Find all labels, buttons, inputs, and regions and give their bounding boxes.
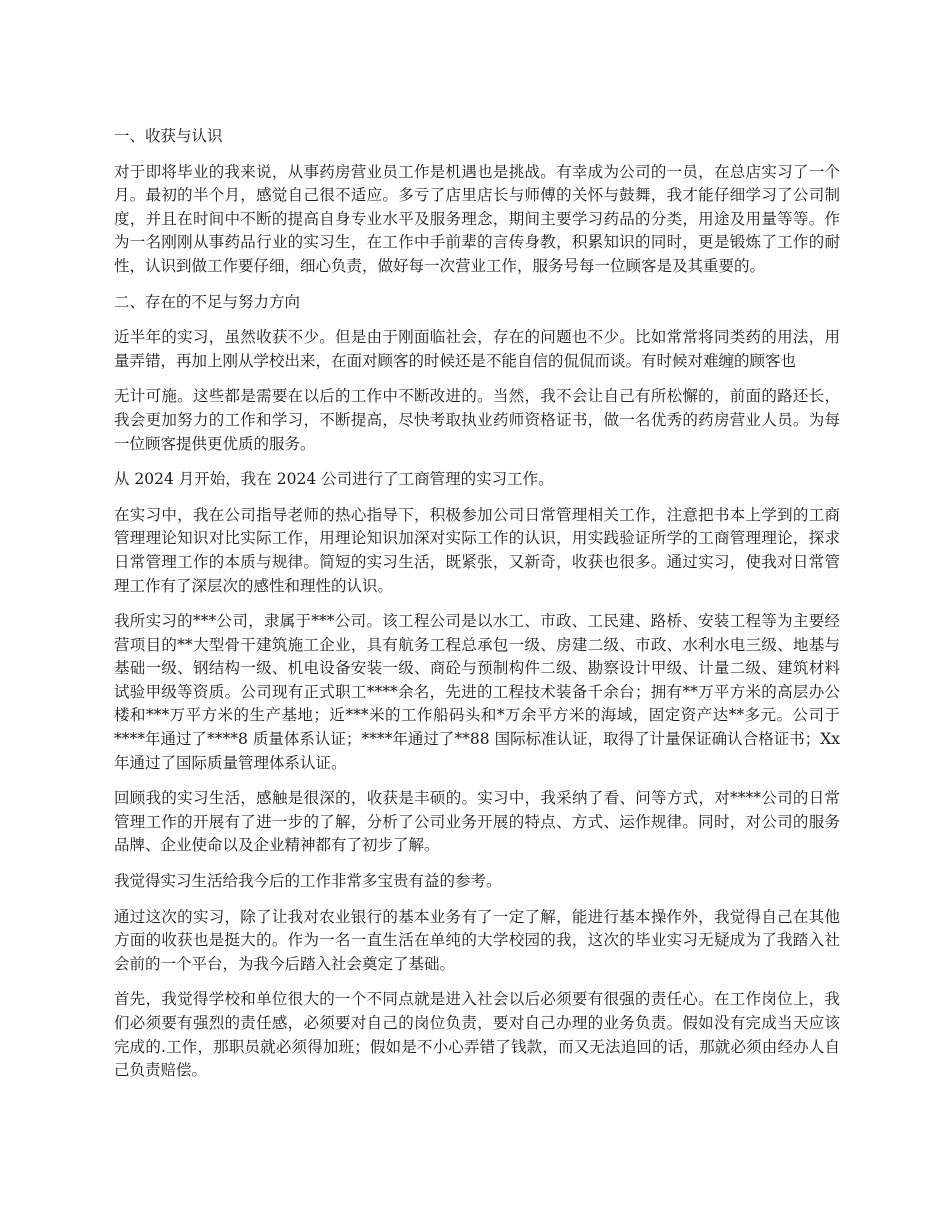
paragraph: 回顾我的实习生活，感触是很深的，收获是丰硕的。实习中，我采纳了看、问等方式，对****公司的日常管理工作的开展有了进一步的了解，分析了公司业务开展的特点、方式、运作规律。同时，对公司的服务品牌、企业使命以及企业精神都有了初步了解。 <box>114 789 840 855</box>
section-heading-harvest: 一、收获与认识 <box>114 127 223 145</box>
paragraph: 对于即将毕业的我来说，从事药房营业员工作是机遇也是挑战。有幸成为公司的一员，在总店实习了一个月。最初的半个月，感觉自己很不适应。多亏了店里店长与师傅的关怀与鼓舞，我才能仔细学习了公司制度，并且在时间中不断的提高自身专业水平及服务理念，期间主要学习药品的分类，用途及用量等等。作为一名刚刚从事药品行业的实习生，在工作中手前辈的言传身教，积累知识的同时，更是锻炼了工作的耐性，认识到做工作要仔细，细心负责，做好每一次营业工作，服务号每一位顾客是及其重要的。 <box>114 162 840 275</box>
paragraph: 我所实习的***公司，隶属于***公司。该工程公司是以水工、市政、工民建、路桥、安装工程等为主要经营项目的**大型骨干建筑施工企业，具有航务工程总承包一级、房建二级、市政、水利水电三级、地基与基础一级、钢结构一级、机电设备安装一级、商砼与预制构件二级、勘察设计甲级、计量二级、建筑材料试验甲级等资质。公司现有正式职工****余名，先进的工程技术装备千余台；拥有**万平方米的高层办公楼和***万平方米的生产基地；近***米的工作船码头和*万余平方米的海域，固定资产达**多元。公司于****年通过了****8 质量体系认证；****年通过了**88 国际标准认证，取得了计量保证确认合格证书；Xx 年通过了国际质量管理体系认证。 <box>114 612 840 772</box>
paragraph: 在实习中，我在公司指导老师的热心指导下，积极参加公司日常管理相关工作，注意把书本上学到的工商管理理论知识对比实际工作，用理论知识加深对实际工作的认识，用实践验证所学的工商管理理论，探求日常管理工作的本质与规律。简短的实习生活，既紧张，又新奇，收获也很多。通过实习，使我对日常管理工作有了深层次的感性和理性的认识。 <box>114 505 840 595</box>
paragraph: 通过这次的实习，除了让我对农业银行的基本业务有了一定了解，能进行基本操作外，我觉得自己在其他方面的收获也是挺大的。作为一名一直生活在单纯的大学校园的我，这次的毕业实习无疑成为了我踏入社会前的一个平台，为我今后踏入社会奠定了基础。 <box>114 907 840 973</box>
paragraph: 无计可施。这些都是需要在以后的工作中不断改进的。当然，我不会让自己有所松懈的，前面的路还长，我会更加努力的工作和学习，不断提高，尽快考取执业药师资格证书，做一名优秀的药房营业人员。为每一位顾客提供更优质的服务。 <box>114 387 840 453</box>
document-body <box>114 125 840 1095</box>
section-heading-shortcomings: 二、存在的不足与努力方向 <box>114 292 301 311</box>
paragraph: 从 2024 月开始，我在 2024 公司进行了工商管理的实习工作。 <box>114 470 554 489</box>
paragraph: 首先，我觉得学校和单位很大的一个不同点就是进入社会以后必须要有很强的责任心。在工作岗位上，我们必须要有强烈的责任感，必须要对自己的岗位负责，要对自己办理的业务负责。假如没有完成当天应该完成的.工作，那职员就必须得加班；假如是不小心弄错了钱款，而又无法追回的话，那就必须由经办人自己负责赔偿。 <box>114 990 840 1080</box>
paragraph: 近半年的实习，虽然收获不少。但是由于刚面临社会，存在的问题也不少。比如常常将同类药的用法，用量弄错，再加上刚从学校出来，在面对顾客的时候还是不能自信的侃侃而谈。有时候对难缠的顾客也 <box>114 328 840 370</box>
paragraph: 我觉得实习生活给我今后的工作非常多宝贵有益的参考。 <box>114 872 502 891</box>
